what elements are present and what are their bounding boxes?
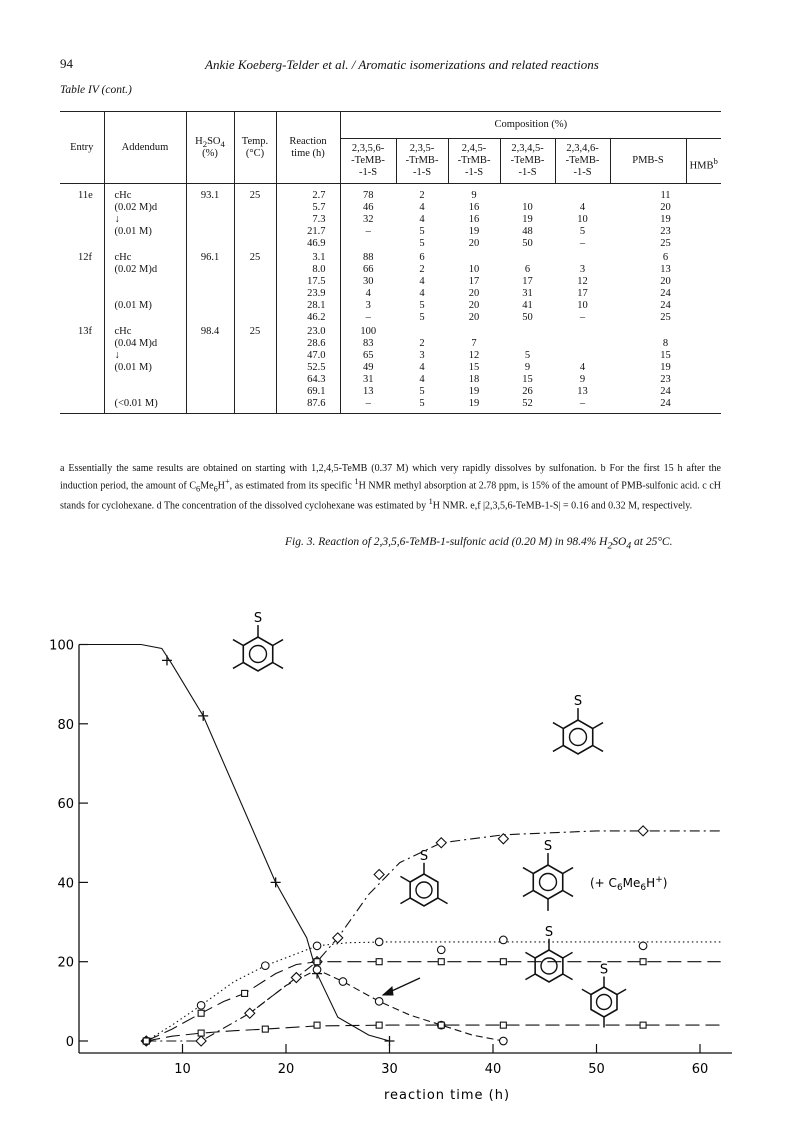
benzene-ring [591, 987, 617, 1017]
substituent-bond [233, 640, 243, 646]
composition-value: 3 [579, 264, 586, 275]
benzene-structure [523, 839, 573, 911]
header-comp-col: 2,3,4,6- -TeMB- -1-S [555, 139, 610, 184]
entry-label: 12f [78, 252, 92, 263]
composition-value: 41 [522, 300, 533, 311]
benzene-structure [582, 963, 626, 1028]
header-comp-col: 2,3,4,5- -TeMB- -1-S [500, 139, 555, 184]
substituent-bond [438, 898, 448, 904]
time-value: 87.6 [307, 398, 326, 409]
composition-value: – [579, 312, 586, 323]
running-head: Ankie Koeberg-Telder et al. / Aromatic isomerizations and related reactions [205, 57, 599, 72]
composition-value: 46 [363, 202, 374, 213]
plus-marker [198, 711, 208, 721]
composition-value: 4 [419, 362, 425, 373]
composition-value: 10 [522, 202, 533, 213]
composition-value: 52 [522, 398, 533, 409]
time-value: 28.1 [307, 300, 326, 311]
composition-value: 50 [522, 312, 533, 323]
circle-marker [500, 1037, 508, 1045]
circle-marker [262, 962, 270, 970]
substituent-bond [617, 989, 626, 994]
temp-value: 25 [249, 190, 261, 201]
composition-value: 4 [419, 288, 425, 299]
composition-value: 24 [660, 386, 671, 397]
composition-value: 26 [522, 386, 533, 397]
diamond-marker [638, 826, 648, 836]
sulfonic-label: S [544, 924, 554, 940]
header-composition: Composition (%) [340, 112, 721, 139]
composition-value: 31 [363, 374, 374, 385]
pointer-arrowhead [383, 987, 393, 995]
header-comp-col: HMB$^b$ [686, 139, 721, 184]
composition-value: 25 [660, 238, 671, 249]
y-tick-label: 80 [57, 717, 74, 733]
y-tick-label: 100 [49, 638, 74, 654]
addendum-value: cHc [114, 326, 132, 337]
square-marker [314, 959, 320, 965]
header-comp-col: 2,3,5,6- -TeMB- -1-S [340, 139, 396, 184]
substituent-bond [525, 952, 535, 958]
x-tick-label: 40 [484, 1062, 502, 1077]
diamond-marker [436, 838, 446, 848]
addendum-value: (0.01 M) [114, 300, 152, 311]
header-time: Reaction time (h) [276, 112, 340, 184]
addendum-value: (<0.01 M) [114, 398, 158, 409]
composition-value: 3 [365, 300, 371, 311]
benzene-ring [533, 865, 562, 899]
addendum-value: cHc [114, 252, 132, 263]
composition-value: 2 [419, 264, 425, 275]
square-marker [438, 959, 444, 965]
square-marker [143, 1038, 149, 1044]
composition-value: 16 [468, 214, 480, 225]
composition-value: 78 [363, 190, 374, 201]
temp-value: 25 [249, 252, 261, 263]
composition-value: 19 [660, 362, 671, 373]
h2so4-value: 93.1 [200, 190, 220, 201]
y-tick-label: 40 [57, 876, 74, 892]
composition-value: 15 [468, 362, 480, 373]
x-tick-label: 30 [381, 1062, 398, 1077]
y-tick-label: 20 [57, 955, 74, 971]
composition-value: 4 [419, 202, 425, 213]
square-marker [242, 990, 248, 996]
circle-marker [375, 998, 383, 1006]
composition-value: – [365, 312, 371, 323]
circle-marker [339, 978, 347, 986]
composition-value: 9 [471, 190, 477, 201]
square-marker [314, 1022, 320, 1028]
header-comp-col: PMB-S [610, 139, 686, 184]
time-value: 5.7 [312, 202, 326, 213]
composition-value: 5 [419, 386, 425, 397]
composition-value: 2 [419, 338, 425, 349]
composition-value: 5 [524, 350, 531, 361]
sulfonic-label: S [543, 839, 553, 855]
composition-value: 17 [577, 288, 588, 299]
composition-value: 19 [468, 226, 480, 237]
aromatic-circle [540, 874, 557, 891]
circle-marker [500, 936, 508, 944]
composition-value: 10 [577, 300, 588, 311]
composition-value: 30 [363, 276, 374, 287]
addendum-value: cHc [114, 190, 132, 201]
square-marker [376, 959, 382, 965]
x-tick-label: 20 [277, 1062, 295, 1077]
time-value: 46.2 [307, 312, 326, 323]
header-entry: Entry [60, 112, 104, 184]
composition-value: 6 [662, 252, 669, 263]
composition-value: 48 [522, 226, 533, 237]
h2so4-value: 96.1 [200, 252, 220, 263]
circle-marker [375, 938, 383, 946]
time-value: 47.0 [307, 350, 326, 361]
addendum-value: (0.01 M) [114, 226, 152, 237]
sulfonic-label: S [419, 848, 429, 864]
aromatic-circle [570, 729, 587, 746]
time-value: 3.1 [312, 252, 326, 263]
composition-value: 24 [660, 300, 671, 311]
composition-value: 19 [468, 386, 480, 397]
entry-label: 13f [78, 326, 92, 337]
x-tick-label: 60 [691, 1062, 709, 1077]
substituent-bond [563, 891, 573, 897]
benzene-ring [243, 637, 272, 671]
composition-value: 83 [363, 338, 374, 349]
composition-value: 19 [660, 214, 671, 225]
diamond-marker [374, 869, 384, 879]
composition-value: 17 [522, 276, 533, 287]
composition-value: 13 [363, 386, 374, 397]
composition-value: 11 [660, 190, 671, 201]
header-comp-col: 2,3,5- -TrMB- -1-S [396, 139, 448, 184]
header-comp-col: 2,4,5- -TrMB- -1-S [448, 139, 500, 184]
time-value: 2.7 [312, 190, 326, 201]
time-value: 52.5 [307, 362, 326, 373]
time-value: 23.9 [307, 288, 326, 299]
aromatic-circle [250, 646, 267, 663]
composition-value: 18 [468, 374, 480, 385]
composition-value: 15 [660, 350, 671, 361]
substituent-bond [523, 891, 533, 897]
composition-value: 19 [468, 398, 480, 409]
composition-value: 3 [419, 350, 425, 361]
table-footnotes: a Essentially the same results are obtained on starting with 1,2,4,5-TeMB (0.37 M) which very rapidly dissolves by sulfonation. b For the first 15 h after the induction period, the amount of $C_6Me_6H^+$, as estimated from its specific $^1$H NMR methyl absorption at 2.78 ppm, is 15% of the amount of PMB-sulfonic acid. c cH stands for cyclohexane. d The concentration of the dissolved cyclohexane was estimated by $^1$H NMR. e,f |2,3,5,6-TeMB-1-S| = 0.16 and 0.32 M, respectively. [60, 463, 721, 512]
circle-marker [639, 942, 647, 950]
h2so4-value: 98.4 [200, 326, 220, 337]
figure-caption: Fig. 3. Reaction of 2,3,5,6-TeMB-1-sulfonic acid (0.20 M) in 98.4% $H_2SO_4$ at 25°C. [285, 536, 673, 552]
composition-value: – [579, 238, 586, 249]
composition-value: 7 [471, 338, 477, 349]
time-value: 17.5 [307, 276, 326, 287]
plus-marker [162, 655, 172, 665]
composition-value: 32 [363, 214, 374, 225]
composition-value: 23 [660, 374, 671, 385]
sulfonic-label: S [599, 962, 609, 978]
substituent-bond [563, 974, 573, 980]
composition-value: 19 [522, 214, 533, 225]
substituent-bond [553, 746, 563, 752]
composition-value: 20 [468, 300, 480, 311]
entry-label: 11e [78, 190, 93, 201]
chart-axes [79, 645, 732, 1054]
composition-value: 4 [419, 374, 425, 385]
time-value: 8.0 [312, 264, 326, 275]
time-value: 23.0 [307, 326, 326, 337]
page-number: 94 [60, 56, 73, 71]
header-addendum: Addendum [104, 112, 186, 184]
composition-value: – [365, 226, 371, 237]
chart-markers [141, 655, 648, 1046]
composition-value: 24 [660, 288, 671, 299]
aromatic-circle [416, 882, 432, 898]
substituent-bond [553, 723, 563, 729]
time-value: 7.3 [312, 214, 326, 225]
diamond-marker [291, 973, 301, 983]
y-tick-label: 0 [65, 1035, 74, 1050]
substituent-bond [273, 640, 283, 646]
composition-value: – [579, 398, 586, 409]
composition-value: 8 [662, 338, 669, 349]
x-axis-label: reaction time (h) [383, 1088, 511, 1103]
composition-value: 20 [468, 288, 480, 299]
composition-value: 4 [365, 288, 371, 299]
x-tick-label: 10 [174, 1062, 191, 1077]
composition-value: 24 [660, 398, 671, 409]
temp-value: 25 [249, 326, 261, 337]
substituent-bond [400, 876, 410, 882]
header-temp: Temp. (°C) [234, 112, 276, 184]
series-curve [146, 1025, 720, 1041]
composition-value: 2 [419, 190, 425, 201]
composition-value: 5 [419, 312, 425, 323]
composition-value: 20 [660, 276, 671, 287]
time-value: 21.7 [307, 226, 326, 237]
composition-value: 66 [363, 264, 374, 275]
square-marker [198, 1010, 204, 1016]
substituent-bond [523, 868, 533, 874]
aromatic-circle [541, 958, 557, 974]
circle-marker [313, 942, 321, 950]
square-marker [262, 1026, 268, 1032]
aromatic-circle [597, 995, 612, 1010]
composition-value: 10 [468, 264, 480, 275]
composition-value: 23 [660, 226, 671, 237]
x-tick-label: 50 [588, 1062, 605, 1077]
composition-value: 20 [468, 312, 480, 323]
composition-value: 4 [419, 214, 425, 225]
benzene-structure [233, 611, 283, 671]
sulfonic-label: S [253, 611, 263, 627]
composition-value: 17 [468, 276, 480, 287]
benzene-structure [553, 694, 603, 754]
substituent-bond [563, 952, 573, 958]
composition-value: 25 [660, 312, 671, 323]
benzene-structure [400, 849, 447, 906]
square-marker [198, 1030, 204, 1036]
composition-value: 50 [522, 238, 533, 249]
composition-value: 5 [419, 300, 425, 311]
composition-value: 88 [363, 252, 374, 263]
composition-value: 13 [660, 264, 671, 275]
addendum-value: ↓ [114, 214, 120, 225]
composition-value: 5 [419, 238, 425, 249]
composition-value: 12 [577, 276, 588, 287]
composition-value: 4 [579, 202, 586, 213]
composition-value: 15 [522, 374, 533, 385]
y-tick-label: 60 [57, 797, 74, 813]
square-marker [438, 1022, 444, 1028]
time-value: 69.1 [307, 386, 326, 397]
composition-value: 4 [419, 276, 425, 287]
substituent-bond [563, 868, 573, 874]
benzene-ring [563, 720, 592, 754]
time-value: 28.6 [307, 338, 326, 349]
composition-value: 6 [419, 252, 425, 263]
sulfonic-label: S [573, 694, 583, 710]
substituent-bond [400, 898, 410, 904]
benzene-structure [525, 925, 572, 982]
addendum-value: (0.01 M) [114, 362, 152, 373]
circle-marker [197, 1002, 205, 1010]
square-marker [640, 959, 646, 965]
composition-value: 12 [468, 350, 480, 361]
benzene-ring [535, 950, 563, 982]
composition-value: 9 [579, 374, 586, 385]
composition-value: 5 [419, 226, 425, 237]
composition-value: 100 [360, 326, 377, 337]
series-curve [146, 962, 720, 1041]
chemical-structures [233, 611, 626, 1027]
benzene-ring [410, 874, 438, 906]
substituent-bond [582, 989, 591, 994]
time-value: 64.3 [307, 374, 326, 385]
substituent-bond [273, 663, 283, 669]
composition-value: 20 [660, 202, 671, 213]
series-curve [146, 831, 720, 1041]
composition-value: 13 [577, 386, 588, 397]
composition-value: 5 [419, 398, 425, 409]
composition-value: 4 [579, 362, 586, 373]
substituent-bond [233, 663, 243, 669]
composition-value: 49 [363, 362, 374, 373]
diamond-marker [196, 1036, 206, 1046]
composition-value: 16 [468, 202, 480, 213]
addendum-value: (0.04 M)d [114, 338, 158, 349]
table-caption: Table IV (cont.) [60, 84, 132, 96]
time-value: 46.9 [307, 238, 326, 249]
square-marker [500, 1022, 506, 1028]
circle-marker [313, 966, 321, 974]
composition-value: 10 [577, 214, 588, 225]
composition-value: 9 [524, 362, 531, 373]
square-marker [640, 1022, 646, 1028]
substituent-bond [593, 723, 603, 729]
header-h2so4: $H_2SO_4$ (%) [186, 112, 234, 184]
composition-value: 65 [363, 350, 374, 361]
addendum-value: ↓ [114, 350, 120, 361]
composition-value: 31 [522, 288, 533, 299]
series-curve [146, 942, 720, 1041]
square-marker [376, 1022, 382, 1028]
composition-value: – [365, 398, 371, 409]
circle-marker [437, 946, 445, 954]
composition-value: 20 [468, 238, 480, 249]
addendum-value: (0.02 M)d [114, 202, 158, 213]
annotation-c6me6h: (+ $C_6Me_6H^+$) [590, 875, 668, 893]
plus-marker [271, 877, 281, 887]
composition-value: 5 [579, 226, 586, 237]
substituent-bond [525, 974, 535, 980]
diamond-marker [245, 1008, 255, 1018]
substituent-bond [593, 746, 603, 752]
addendum-value: (0.02 M)d [114, 264, 158, 275]
chart-curves [80, 645, 721, 1042]
series-curve [250, 970, 503, 1041]
square-marker [500, 959, 506, 965]
composition-value: 6 [524, 264, 531, 275]
plus-marker [385, 1036, 395, 1046]
